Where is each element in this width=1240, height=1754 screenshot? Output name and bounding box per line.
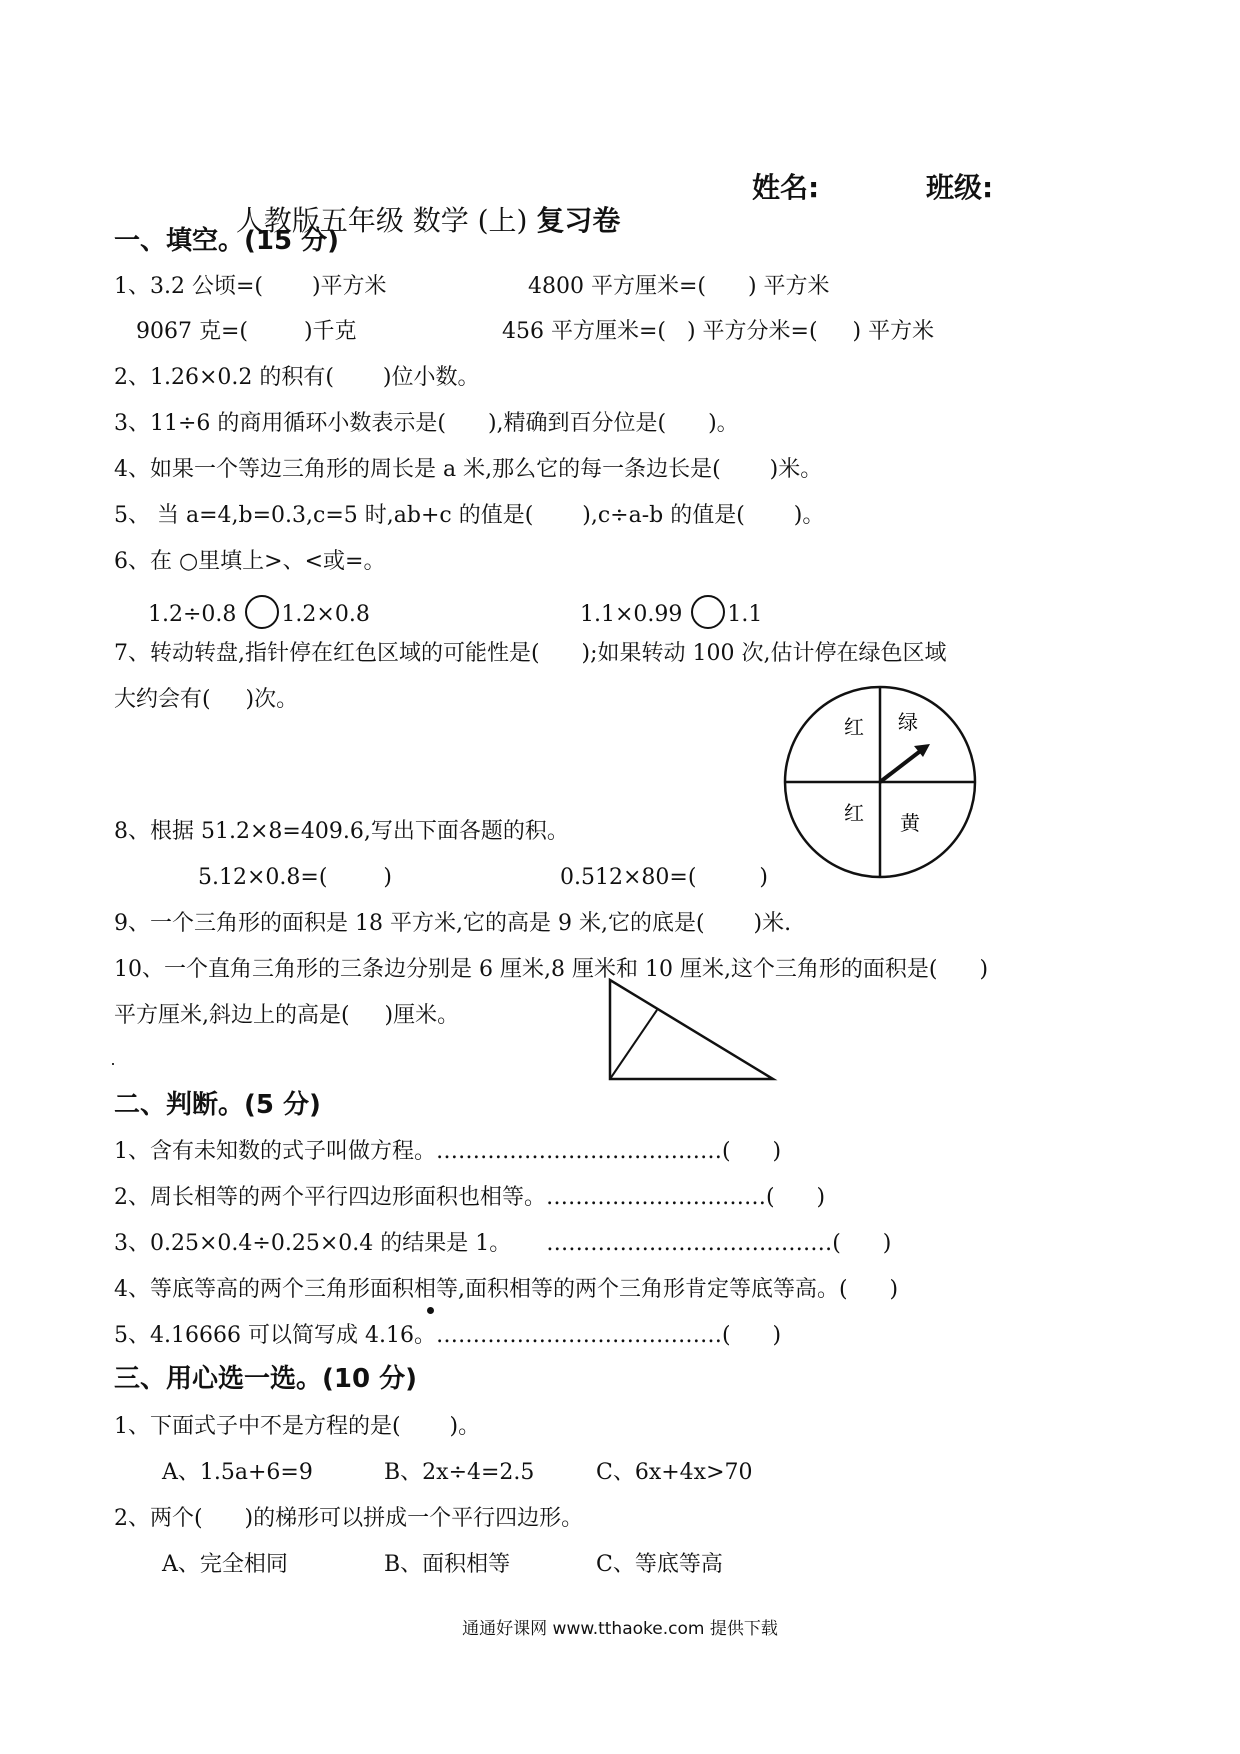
q7a: 7、转动转盘,指针停在红色区域的可能性是( );如果转动 100 次,估计停在绿色区域 (114, 641, 947, 666)
judge-item-4: 4、等底等高的两个三角形面积相等,面积相等的两个三角形肯定等底等高。( ) (114, 1277, 899, 1302)
stray-dot (112, 1063, 114, 1065)
choice-q1-option-a: A、1.5a+6=9 (162, 1460, 313, 1485)
choice-q2-option-a: A、完全相同 (162, 1552, 288, 1577)
spinner-pointer (880, 749, 923, 782)
judge-item-5: 5、4.16666 可以简写成 4.16。…………………………………( ) (114, 1323, 782, 1348)
choice-q2-option-c: C、等底等高 (596, 1552, 723, 1577)
title-sub: 复习卷 (536, 204, 621, 237)
section1-heading: 一、填空。(15 分) (114, 226, 339, 256)
q8a: 5.12×0.8=( ) (198, 865, 392, 890)
spinner-diagram (780, 682, 980, 882)
q9: 9、一个三角形的面积是 18 平方米,它的高是 9 米,它的底是( )米. (114, 911, 792, 936)
q1b: 4800 平方厘米=( ) 平方米 (528, 274, 830, 299)
right-triangle-diagram (605, 975, 780, 1085)
choice-q1-option-c: C、6x+4x>70 (596, 1460, 753, 1485)
class-label: 班级: (926, 171, 994, 204)
q1a: 1、3.2 公顷=( )平方米 (114, 274, 387, 299)
q6a: 1.2÷0.8 1.2×0.8 (148, 595, 370, 629)
footer-credit: 通通好课网 www.tthaoke.com 提供下载 (462, 1619, 778, 1639)
q5: 5、 当 a=4,b=0.3,c=5 时,ab+c 的值是( ),c÷a-b 的值是( )。 (114, 503, 825, 528)
spinner-label-bottom-left: 红 (844, 801, 864, 825)
compare-circle-2[interactable] (691, 595, 725, 629)
q3: 3、11÷6 的商用循环小数表示是( ),精确到百分位是( )。 (114, 411, 739, 436)
q8b: 0.512×80=( ) (560, 865, 768, 890)
judge-item-2: 2、周长相等的两个平行四边形面积也相等。…………………………( ) (114, 1185, 826, 1210)
q10b: 平方厘米,斜边上的高是( )厘米。 (114, 1003, 460, 1028)
section3-heading: 三、用心选一选。(10 分) (114, 1364, 417, 1394)
title-main: 人教版五年级 数学 (上) (235, 204, 537, 237)
spinner-label-top-left: 红 (844, 715, 864, 739)
q1d: 456 平方厘米=( ) 平方分米=( ) 平方米 (502, 319, 935, 344)
choice-q1-option-b: B、2x÷4=2.5 (384, 1460, 535, 1485)
q1c: 9067 克=( )千克 (136, 319, 357, 344)
choice-q2: 2、两个( )的梯形可以拼成一个平行四边形。 (114, 1506, 584, 1531)
q6: 6、在 ○里填上>、<或=。 (114, 549, 386, 574)
q4: 4、如果一个等边三角形的周长是 a 米,那么它的每一条边长是( )米。 (114, 457, 823, 482)
choice-q1: 1、下面式子中不是方程的是( )。 (114, 1414, 481, 1439)
compare-circle-1[interactable] (245, 595, 279, 629)
q7b: 大约会有( )次。 (114, 687, 299, 712)
spinner-label-bottom-right: 黄 (900, 811, 920, 835)
name-label: 姓名: (752, 171, 820, 204)
choice-q2-option-b: B、面积相等 (384, 1552, 511, 1577)
repeating-decimal-dot (427, 1307, 434, 1314)
q6b: 1.1×0.99 1.1 (580, 595, 762, 629)
q10a: 10、一个直角三角形的三条边分别是 6 厘米,8 厘米和 10 厘米,这个三角形的面积是( ) (114, 957, 989, 982)
q2: 2、1.26×0.2 的积有( )位小数。 (114, 365, 480, 390)
spinner-label-top-right: 绿 (898, 710, 918, 734)
section2-heading: 二、判断。(5 分) (114, 1090, 321, 1120)
judge-item-3: 3、0.25×0.4÷0.25×0.4 的结果是 1。 …………………………………( ) (114, 1231, 892, 1256)
judge-item-1: 1、含有未知数的式子叫做方程。…………………………………( ) (114, 1139, 782, 1164)
q8: 8、根据 51.2×8=409.6,写出下面各题的积。 (114, 819, 569, 844)
